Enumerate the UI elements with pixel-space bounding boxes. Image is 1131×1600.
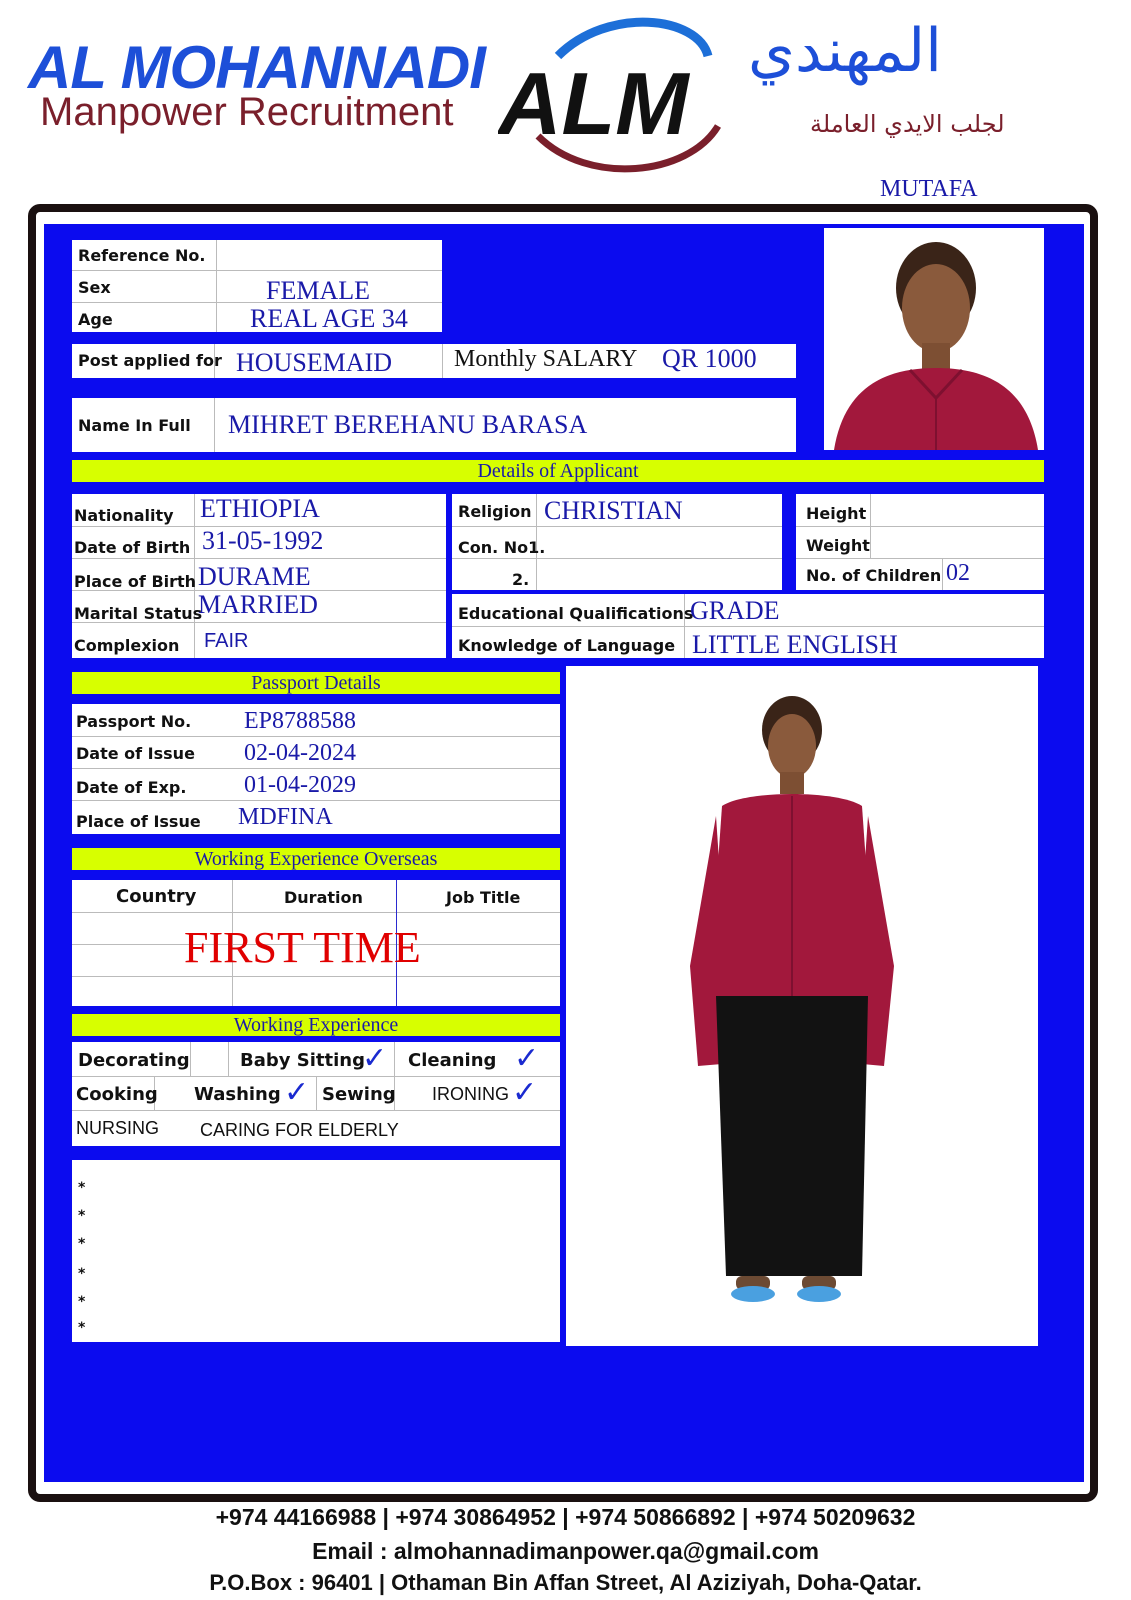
religion-contact-table: [452, 494, 782, 590]
children-value: 02: [946, 560, 970, 586]
details-header: Details of Applicant: [72, 460, 1044, 482]
caring-elderly-label: CARING FOR ELDERLY: [200, 1120, 399, 1140]
pob-value: DURAME: [198, 562, 311, 591]
brand-name-ar: المهندي: [748, 16, 942, 86]
marital-value: MARRIED: [198, 590, 318, 619]
baby-sitting-check-icon: ✓: [362, 1041, 388, 1076]
salary-value: QR 1000: [662, 344, 757, 373]
education-language-table: [452, 594, 1044, 658]
experience-header: Working Experience: [72, 1014, 560, 1036]
complexion-value: FAIR: [204, 630, 249, 652]
education-value: GRADE: [690, 596, 780, 625]
pob-label: Place of Birth: [74, 572, 197, 591]
issue-place-label: Place of Issue: [76, 812, 201, 831]
sex-label: Sex: [78, 278, 111, 297]
nationality-value: ETHIOPIA: [200, 494, 320, 523]
full-name-row: [72, 398, 796, 452]
weight-label: Weight: [806, 536, 870, 555]
washing-label: Washing: [194, 1084, 281, 1105]
nationality-label: Nationality: [74, 506, 174, 525]
brand-subtitle-ar: لجلب الايدي العاملة: [810, 110, 1005, 138]
dob-label: Date of Birth: [74, 538, 191, 557]
portrait-photo: [824, 228, 1044, 450]
experience-table: [72, 1042, 560, 1146]
note-bullet-6: *: [78, 1320, 86, 1336]
baby-sitting-label: Baby Sitting: [240, 1050, 365, 1071]
physical-details-table: [796, 494, 1044, 590]
passport-no-value: EP8788588: [244, 708, 357, 734]
job-title-column: Job Title: [446, 888, 521, 907]
agent-name: MUTAFA: [880, 176, 978, 202]
age-value: REAL AGE 34: [250, 304, 408, 333]
overseas-table: [72, 880, 560, 1006]
passport-table: [72, 704, 560, 834]
expiry-date-value: 01-04-2029: [244, 772, 356, 798]
note-bullet-2: *: [78, 1208, 86, 1224]
contact2-label: 2.: [512, 570, 530, 589]
basic-info-table: [72, 240, 442, 332]
brand-name-en: AL MOHANNADI: [28, 34, 485, 101]
name-value: MIHRET BEREHANU BARASA: [228, 410, 588, 439]
nursing-label: NURSING: [76, 1118, 160, 1138]
expiry-date-label: Date of Exp.: [76, 778, 187, 797]
salary-label: Monthly SALARY: [454, 346, 638, 372]
cooking-label: Cooking: [76, 1084, 158, 1105]
post-salary-row: [72, 344, 796, 378]
contact1-label: Con. No1.: [458, 538, 546, 557]
issue-place-value: MDFINA: [238, 804, 333, 830]
ironing-label: IRONING: [432, 1084, 510, 1104]
full-body-photo: [566, 666, 1038, 1346]
footer-phones: +974 44166988 | +974 30864952 | +974 50866892 | +974 50209632: [215, 1504, 916, 1530]
language-value: LITTLE ENGLISH: [692, 630, 898, 659]
alm-logo: [498, 16, 738, 176]
personal-details-table: [72, 494, 446, 658]
footer-address: P.O.Box : 96401 | Othaman Bin Affan Street, Al Aziziyah, Doha-Qatar.: [209, 1570, 922, 1595]
ironing-check-icon: ✓: [512, 1075, 538, 1110]
passport-header: Passport Details: [72, 672, 560, 694]
washing-check-icon: ✓: [284, 1075, 310, 1110]
language-label: Knowledge of Language: [458, 636, 676, 655]
religion-value: CHRISTIAN: [544, 496, 683, 525]
height-label: Height: [806, 504, 867, 523]
cleaning-check-icon: ✓: [514, 1041, 540, 1076]
reference-label: Reference No.: [78, 246, 206, 265]
sewing-label: Sewing: [322, 1084, 396, 1105]
note-bullet-5: *: [78, 1294, 86, 1310]
religion-label: Religion: [458, 502, 532, 521]
name-label: Name In Full: [78, 416, 191, 435]
brand-subtitle: Manpower Recruitment: [40, 90, 454, 134]
passport-no-label: Passport No.: [76, 712, 192, 731]
sex-value: FEMALE: [266, 276, 370, 305]
note-bullet-4: *: [78, 1266, 86, 1282]
marital-label: Marital Status: [74, 604, 203, 623]
notes-box: [72, 1160, 560, 1342]
education-label: Educational Qualifications: [458, 604, 694, 623]
cleaning-label: Cleaning: [408, 1050, 497, 1071]
note-bullet-3: *: [78, 1236, 86, 1252]
post-label: Post applied for: [78, 351, 222, 370]
logo-text: ALM: [498, 54, 689, 153]
complexion-label: Complexion: [74, 636, 180, 655]
issue-date-value: 02-04-2024: [244, 740, 356, 766]
issue-date-label: Date of Issue: [76, 744, 195, 763]
footer-email: Email : almohannadimanpower.qa@gmail.com: [312, 1538, 819, 1564]
country-column: Country: [116, 886, 197, 907]
note-bullet-1: *: [78, 1180, 86, 1196]
dob-value: 31-05-1992: [202, 526, 324, 555]
decorating-label: Decorating: [78, 1050, 190, 1071]
overseas-header: Working Experience Overseas: [72, 848, 560, 870]
age-label: Age: [78, 310, 113, 329]
post-value: HOUSEMAID: [236, 348, 392, 377]
duration-column: Duration: [284, 888, 363, 907]
children-label: No. of Children: [806, 566, 942, 585]
first-time-stamp: FIRST TIME: [184, 923, 421, 972]
